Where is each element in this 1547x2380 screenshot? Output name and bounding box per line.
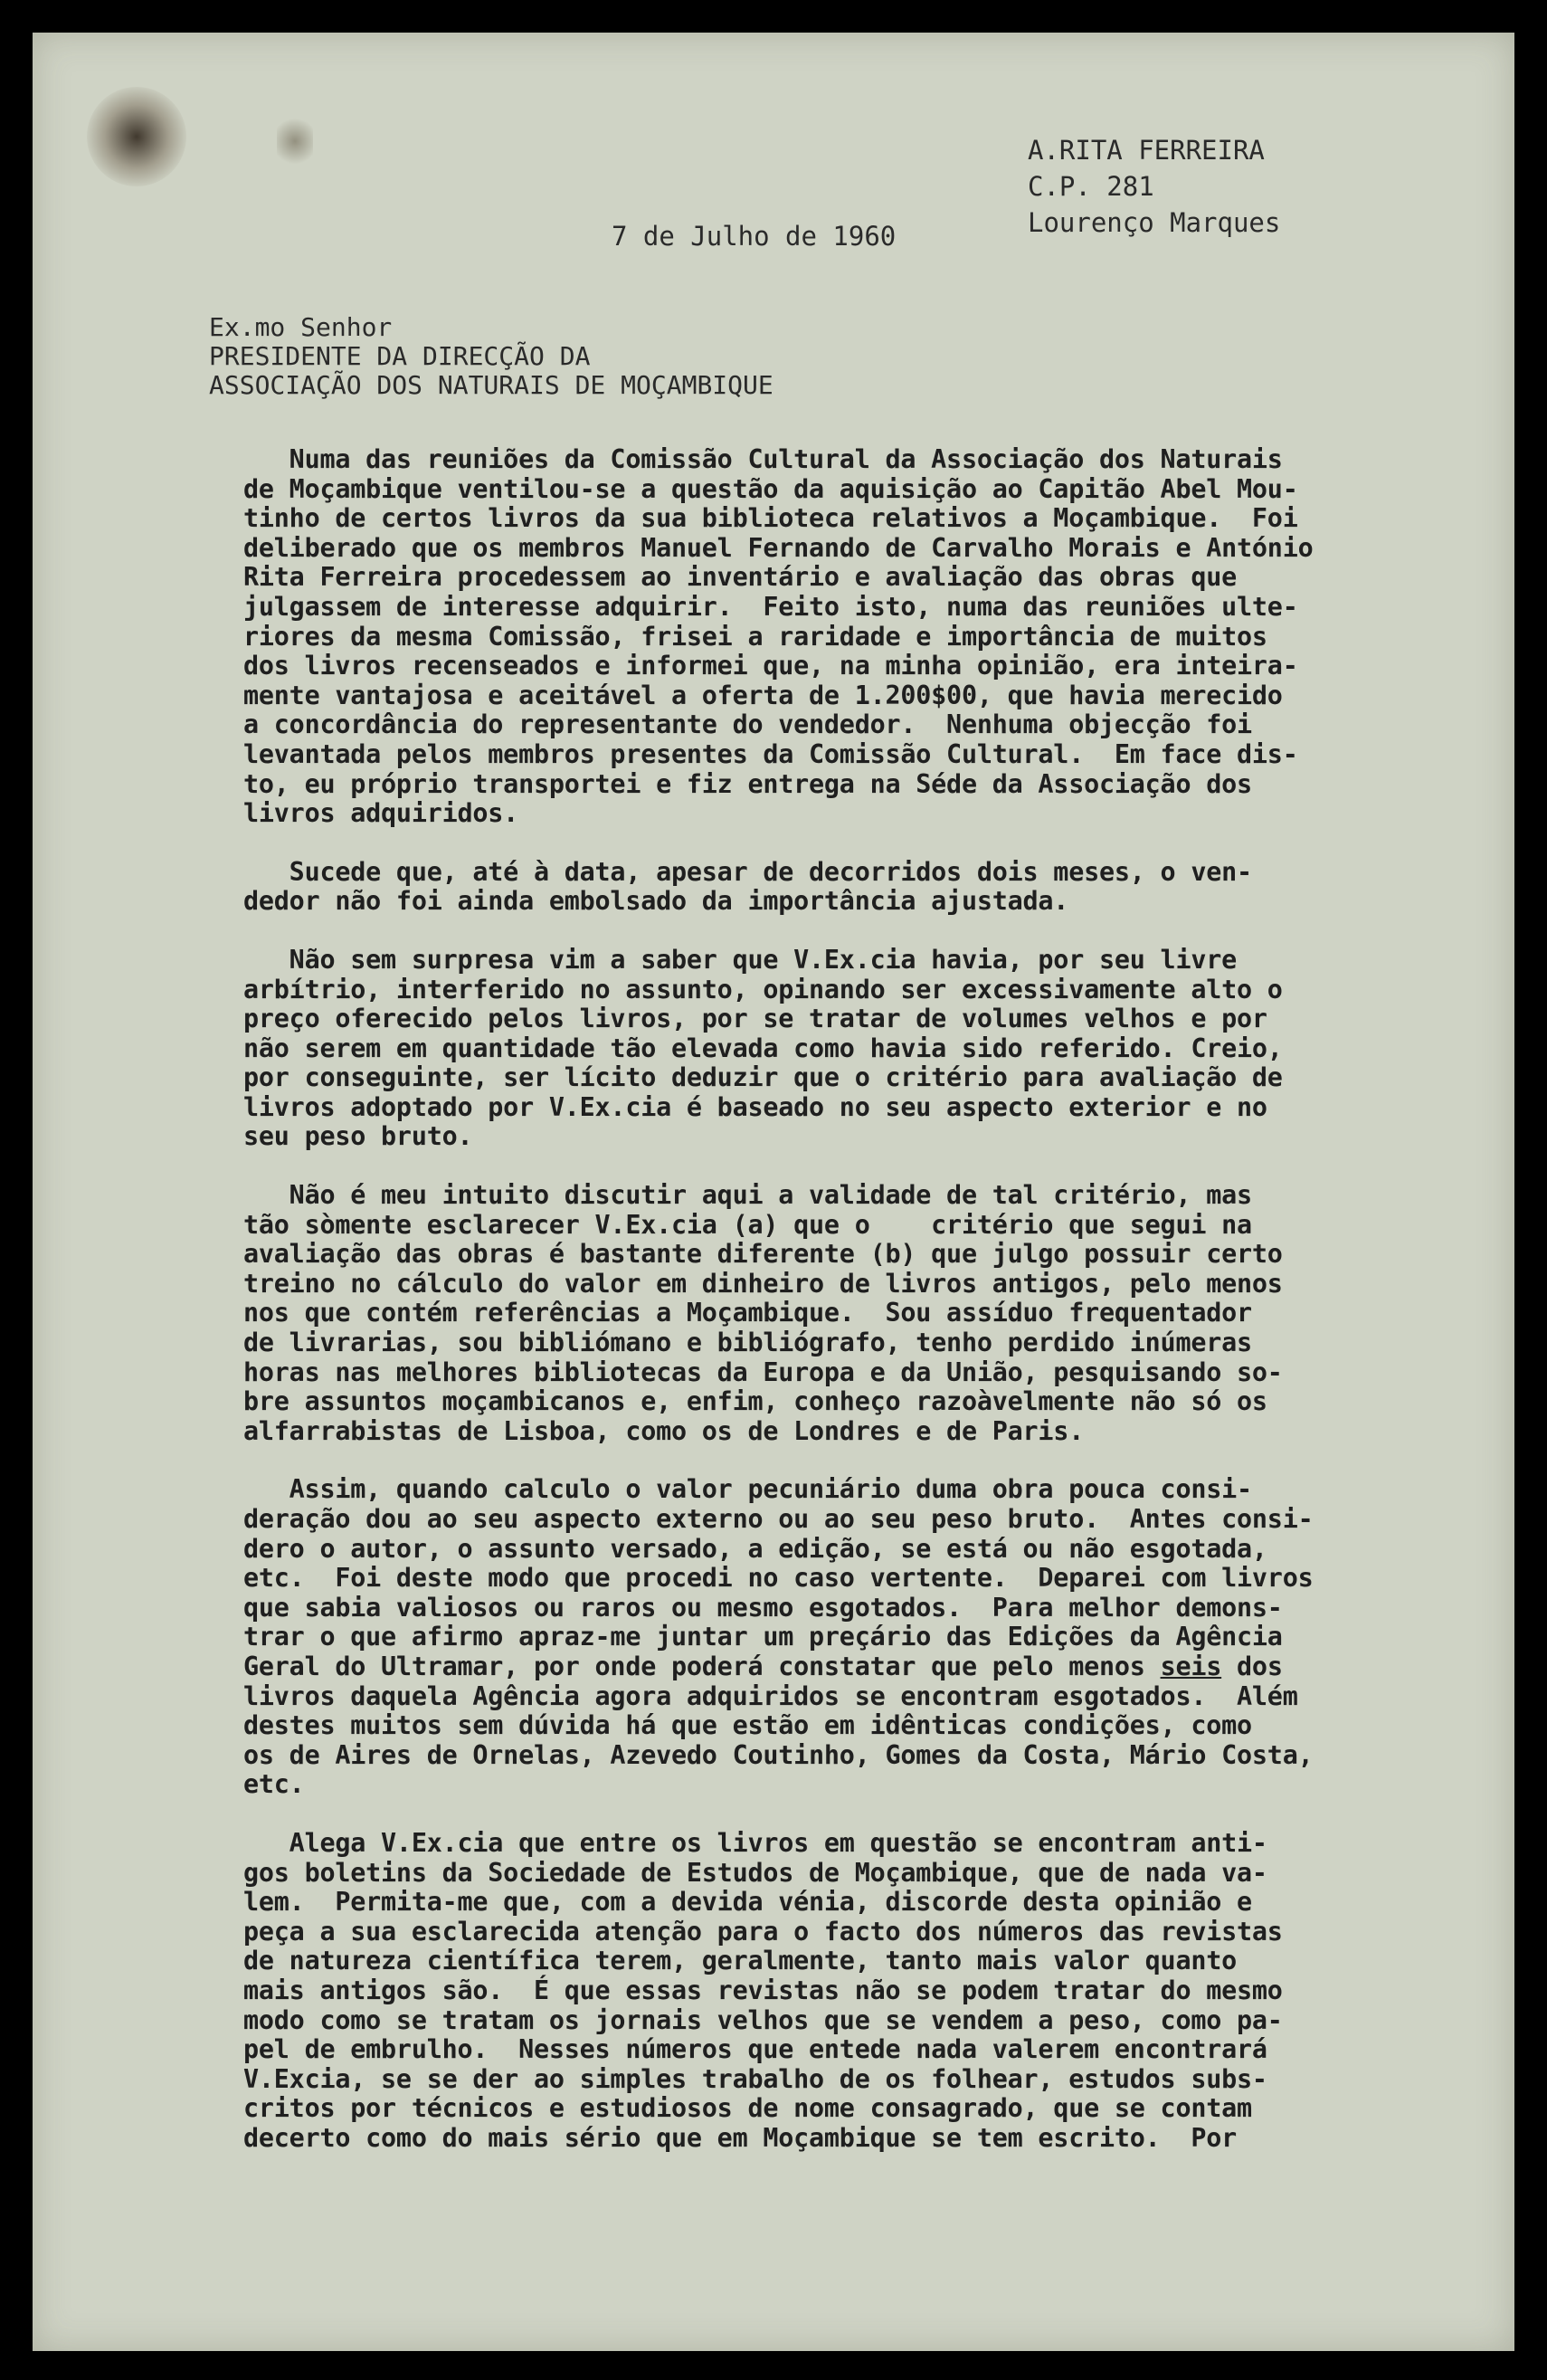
text-line: tão sòmente esclarecer V.Ex.cia (a) que o critério que segui na [243,1209,1252,1240]
text-line: destes muitos sem dúvida há que estão em idênticas condições, como [243,1710,1252,1741]
text-line: riores da mesma Comissão, frisei a raridade e importância de muitos [243,621,1267,652]
text-line: a concordância do representante do vendedor. Nenhuma objecção foi [243,709,1252,740]
text-line: decerto como do mais sério que em Moçambique se tem escrito. Por [243,2122,1238,2153]
text-line: de livrarias, sou bibliómano e bibliógrafo, tenho perdido inúmeras [243,1328,1252,1358]
underlined-word: seis [1160,1651,1222,1681]
text-line: os de Aires de Ornelas, Azevedo Coutinho, Gomes da Costa, Mário Costa, [243,1739,1314,1770]
text-line: seu peso bruto. [243,1121,473,1152]
text-line: mais antigos são. É que essas revistas não se podem tratar do mesmo [243,1975,1283,2005]
text-line: Rita Ferreira procedessem ao inventário e avaliação das obras que [243,562,1238,593]
recipient-title: PRESIDENTE DA DIRECÇÃO DA [209,341,591,371]
text-line: etc. [243,1769,305,1800]
text-line: tinho de certos livros da sua biblioteca relativos a Moçambique. Foi [243,503,1298,534]
text-line: Não sem surpresa vim a saber que V.Ex.cia havia, por seu livre [243,944,1238,975]
letter-body [243,445,1514,2182]
paragraph [243,858,1514,917]
text-line: critos por técnicos e estudiosos de nome consagrado, que se contam [243,2093,1252,2124]
text-line: nos que contém referências a Moçambique. Sou assíduo frequentador [243,1298,1252,1328]
text-line: dedor não foi ainda embolsado da importância ajustada. [243,886,1069,917]
text-line: bre assuntos moçambicanos e, enfim, conheço razoàvelmente não só os [243,1386,1267,1417]
text-line: horas nas melhores bibliotecas da Europa e da União, pesquisando so- [243,1357,1283,1387]
text-line: dero o autor, o assunto versado, a edição, se está ou não esgotada, [243,1533,1267,1564]
sender-city: Lourenço Marques [1028,207,1281,238]
text-line: alfarrabistas de Lisboa, como os de Londres e de Paris. [243,1415,1085,1446]
text-line: não serem em quantidade tão elevada como havia sido referido. Creio, [243,1033,1283,1063]
text-line: arbítrio, interferido no assunto, opinando ser excessivamente alto o [243,974,1283,1004]
text-line: Alega V.Ex.cia que entre os livros em questão se encontram anti- [243,1827,1267,1858]
text-line: gos boletins da Sociedade de Estudos de Moçambique, que de nada va- [243,1857,1267,1888]
text-line: livros daquela Agência agora adquiridos se encontram esgotados. Além [243,1680,1298,1711]
paper-mark [277,114,313,168]
text-line: peça a sua esclarecida atenção para o facto dos números das revistas [243,1916,1283,1947]
text-line: trar o que afirmo apraz-me juntar um preçário das Edições da Agência [243,1622,1283,1652]
text-line: Geral do Ultramar, por onde poderá constatar que pelo menos seis dos [243,1651,1283,1681]
text-line: de Moçambique ventilou-se a questão da aquisição ao Capitão Abel Mou- [243,473,1298,504]
text-line: levantada pelos membros presentes da Comissão Cultural. Em face dis- [243,738,1298,769]
text-line: modo como se tratam os jornais velhos que se vendem a peso, como pa- [243,2004,1283,2035]
text-line: treino no cálculo do valor em dinheiro de livros antigos, pelo menos [243,1268,1283,1299]
ink-stain [87,87,186,186]
paragraph [243,1829,1514,2154]
text-line: etc. Foi deste modo que procedi no caso vertente. Deparei com livros [243,1563,1314,1594]
text-line: que sabia valiosos ou raros ou mesmo esgotados. Para melhor demons- [243,1592,1283,1623]
text-line: de natureza científica terem, geralmente, tanto mais valor quanto [243,1946,1238,1976]
text-line: livros adoptado por V.Ex.cia é baseado no seu aspecto exterior e no [243,1091,1267,1122]
text-line: avaliação das obras é bastante diferente (b) que julgo possuir certo [243,1239,1283,1270]
text-line: mente vantajosa e aceitável a oferta de 1.200$00, que havia merecido [243,680,1283,710]
text-line: Numa das reuniões da Comissão Cultural da Associação dos Naturais [243,444,1283,474]
text-line: julgassem de interesse adquirir. Feito isto, numa das reuniões ulte- [243,591,1298,622]
sender-address [1028,132,1280,241]
text-line: to, eu próprio transportei e fiz entrega na Séde da Associação dos [243,768,1252,799]
paragraph [243,1181,1514,1446]
text-line: por conseguinte, ser lícito deduzir que o critério para avaliação de [243,1062,1283,1093]
paragraph [243,946,1514,1152]
text-line: deração dou ao seu aspecto externo ou ao seu peso bruto. Antes consi- [243,1504,1314,1534]
text-line: deliberado que os membros Manuel Fernando de Carvalho Morais e António [243,532,1314,563]
letter-page [33,33,1514,2351]
recipient-salutation: Ex.mo Senhor [209,312,393,342]
text-line: preço oferecido pelos livros, por se tratar de volumes velhos e por [243,1004,1267,1034]
sender-name: A.RITA FERREIRA [1028,135,1265,166]
sender-box: C.P. 281 [1028,171,1154,202]
paragraph [243,445,1514,829]
text-line: pel de embrulho. Nesses números que entede nada valerem encontrará [243,2034,1267,2065]
text-line: Não é meu intuito discutir aqui a validade de tal critério, mas [243,1180,1252,1211]
text-line: V.Excia, se se der ao simples trabalho de os folhear, estudos subs- [243,2063,1267,2094]
text-line: Sucede que, até à data, apesar de decorridos dois meses, o ven- [243,856,1252,887]
recipient-organization: ASSOCIAÇÃO DOS NATURAIS DE MOÇAMBIQUE [209,370,774,400]
paragraph [243,1475,1514,1800]
text-line: lem. Permita-me que, com a devida vénia, discorde desta opinião e [243,1887,1252,1918]
letter-date: 7 de Julho de 1960 [612,221,897,252]
text-line: Assim, quando calculo o valor pecuniário duma obra pouca consi- [243,1474,1252,1505]
text-line: dos livros recenseados e informei que, na minha opinião, era inteira- [243,651,1298,681]
recipient-block [209,313,774,400]
text-line: livros adquiridos. [243,798,519,829]
